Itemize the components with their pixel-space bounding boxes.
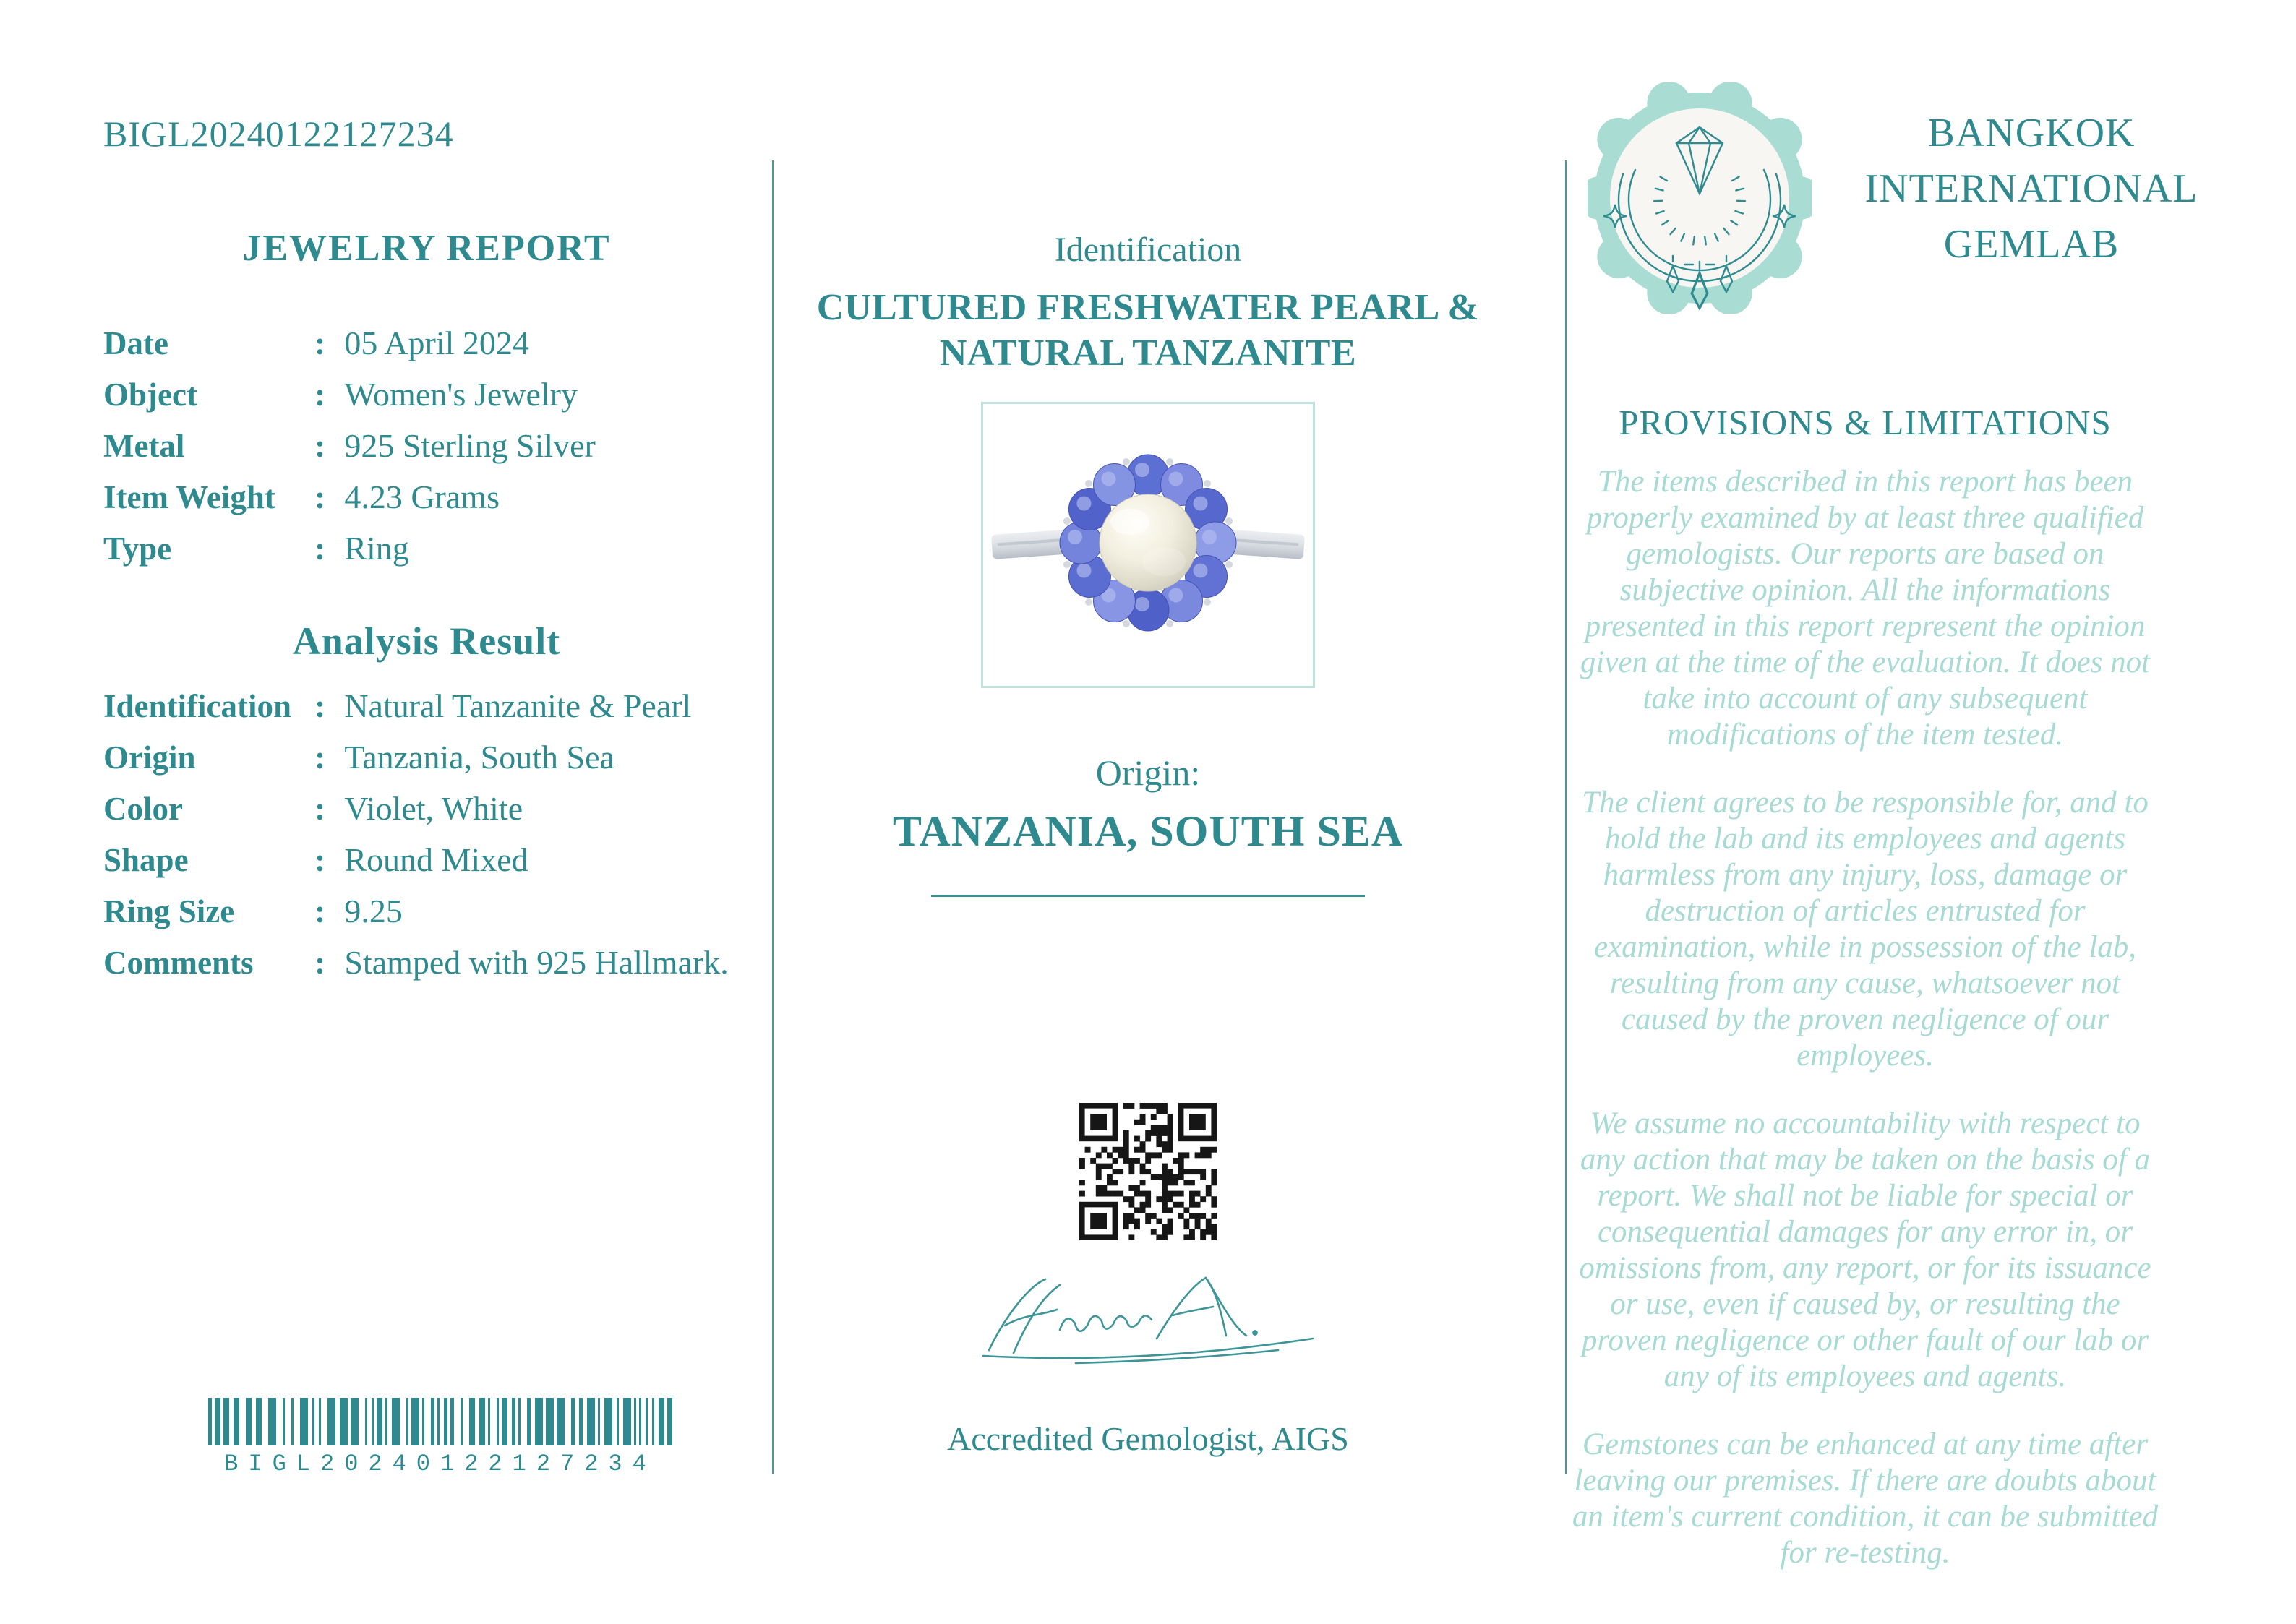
report-number: BIGL20240122127234 [103, 113, 454, 154]
field-value: Ring [344, 530, 409, 567]
jewelry-photo [983, 404, 1313, 686]
field-value: 9.25 [344, 893, 403, 929]
report-title: JEWELRY REPORT [242, 228, 611, 269]
field-separator: : [314, 478, 326, 515]
origin-label: Origin: [1095, 752, 1201, 793]
gemologist-title: Accredited Gemologist, AIGS [947, 1420, 1349, 1457]
analysis-result-title: Analysis Result [292, 619, 561, 663]
field-value: Tanzania, South Sea [344, 739, 614, 776]
field-separator: : [314, 944, 326, 981]
barcode-icon [208, 1398, 672, 1445]
column-divider-right [1565, 160, 1567, 1474]
field-value: 4.23 Grams [344, 478, 500, 515]
analysis-fields-table [103, 687, 783, 994]
report-barcode [208, 1398, 672, 1477]
field-label: Object [103, 377, 197, 413]
field-label: Date [103, 325, 168, 361]
table-row [103, 841, 783, 892]
barcode-text: BIGL20240122127234 [224, 1451, 656, 1477]
field-separator: : [314, 841, 326, 878]
provisions-paragraph: The items described in this report has been properly examined by at least three qualified gemologists. Our reports are based on subjective opinion. All the informations presented in this report represent the opinion given at the time of the evaluation. It does not take into account of any subsequent modifications of the item tested. [1580, 465, 2151, 752]
qr-code [1079, 1103, 1217, 1240]
jewelry-photo-frame [981, 402, 1315, 688]
lab-name-line: BANGKOK [1927, 111, 2136, 155]
table-row [103, 738, 783, 789]
table-row [103, 789, 783, 841]
table-row [103, 426, 783, 478]
table-row [103, 529, 783, 580]
field-label: Ring Size [103, 893, 235, 929]
table-row [103, 943, 783, 994]
table-row [103, 687, 783, 738]
field-separator: : [314, 427, 326, 464]
field-value: Natural Tanzanite & Pearl [344, 687, 692, 724]
table-row [103, 375, 783, 426]
field-separator: : [314, 325, 326, 361]
field-label: Identification [103, 688, 292, 724]
field-value: 925 Sterling Silver [344, 427, 596, 464]
provisions-paragraph: We assume no accountability with respect to any action that may be taken on the basis of a report. We shall not be liable for special or consequential damages for any error in, or omissions from, any report, or for its issuance or use, even if caused by, or resulting the proven negligence or other fault of our lab or any of its employees and agents. [1579, 1107, 2151, 1393]
field-separator: : [314, 530, 326, 567]
origin-underline [931, 895, 1365, 897]
field-label: Type [103, 530, 172, 567]
field-separator: : [314, 790, 326, 827]
lab-name-line: INTERNATIONAL [1864, 166, 2198, 211]
field-label: Origin [103, 739, 196, 776]
field-separator: : [314, 376, 326, 413]
origin-value: TANZANIA, SOUTH SEA [892, 807, 1404, 855]
report-fields-table [103, 324, 783, 580]
gemlab-logo-icon [1588, 82, 1812, 314]
item-name-line2: NATURAL TANZANITE [939, 332, 1357, 374]
field-separator: : [314, 739, 326, 776]
field-separator: : [314, 687, 326, 724]
field-separator: : [314, 893, 326, 929]
field-value: Stamped with 925 Hallmark. [344, 944, 729, 981]
provisions-title: PROVISIONS & LIMITATIONS [1619, 403, 2112, 442]
gemologist-signature [967, 1269, 1329, 1378]
field-value: Violet, White [344, 790, 523, 827]
table-row [103, 478, 783, 529]
field-label: Item Weight [103, 479, 275, 515]
lab-name-line: GEMLAB [1943, 222, 2120, 267]
field-label: Shape [103, 842, 189, 878]
table-row [103, 892, 783, 943]
provisions-paragraph: Gemstones can be enhanced at any time after leaving our premises. If there are doubts about an item's current condition, it can be submitted for re-testing. [1572, 1427, 2159, 1570]
field-label: Comments [103, 945, 254, 981]
provisions-paragraphs [1571, 464, 2159, 1603]
field-label: Metal [103, 428, 185, 464]
field-value: Women's Jewelry [344, 376, 578, 413]
identification-section-title: Identification [1054, 231, 1242, 269]
item-name-line1: CULTURED FRESHWATER PEARL & [816, 287, 1480, 328]
field-value: 05 April 2024 [344, 325, 529, 361]
field-label: Color [103, 791, 183, 827]
pearl [1100, 494, 1196, 591]
lab-name [1851, 106, 2212, 272]
provisions-paragraph: The client agrees to be responsible for, and to hold the lab and its employees and agents harmless from any injury, loss, damage or destruction of articles entrusted for examination, while in possession of the lab, resulting from any cause, whatsoever not caused by the proven negligence of our employees. [1582, 786, 2149, 1073]
field-value: Round Mixed [344, 841, 528, 878]
table-row [103, 324, 783, 375]
